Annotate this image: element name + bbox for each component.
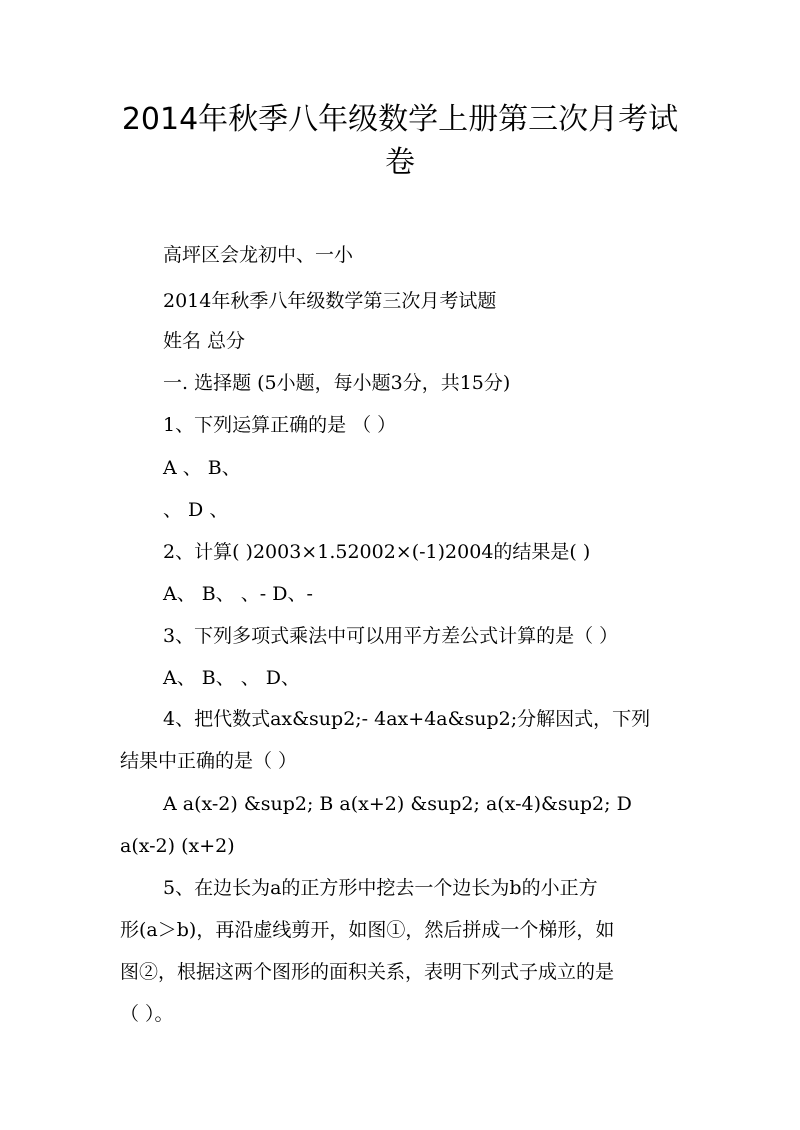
question-1-options-a-b: A 、 B、 [163,457,241,479]
question-2-options: A、 B、 、- D、- [163,583,313,605]
question-4-options-line-1: A a(x-2) &sup2; B a(x+2) &sup2; a(x-4)&sup2; D [163,793,632,815]
name-score-line: 姓名 总分 [163,330,246,352]
question-3-options: A、 B、 、 D、 [163,667,301,689]
question-4-line-1: 4、把代数式ax&sup2;- 4ax+4a&sup2;分解因式，下列 [163,708,651,730]
question-4-options-line-2: a(x-2) (x+2) [120,835,235,857]
question-5-line-3: 图②，根据这两个图形的面积关系，表明下列式子成立的是 [120,961,615,983]
question-5-line-2: 形(a＞b)，再沿虚线剪开，如图①，然后拼成一个梯形，如 [120,919,615,941]
document-title-line-2: 卷 [385,145,415,180]
question-3: 3、下列多项式乘法中可以用平方差公式计算的是（ ） [163,625,619,647]
question-1-options-c-d: 、 D 、 [163,499,229,521]
section-heading: 一. 选择题 (5小题，每小题3分，共15分) [163,372,511,394]
document-title-line-1: 2014年秋季八年级数学上册第三次月考试 [121,102,679,137]
question-5-line-4: （ ）。 [120,1003,174,1025]
question-4-line-2: 结果中正确的是（ ） [120,750,298,772]
question-1: 1、下列运算正确的是 （ ） [163,414,397,436]
exam-subtitle: 2014年秋季八年级数学第三次月考试题 [163,290,497,312]
question-2: 2、计算( )2003×1.52002×(-1)2004的结果是( ) [163,541,591,563]
question-5-line-1: 5、在边长为a的正方形中挖去一个边长为b的小正方 [163,877,598,899]
school-name: 高坪区会龙初中、一小 [163,244,354,266]
